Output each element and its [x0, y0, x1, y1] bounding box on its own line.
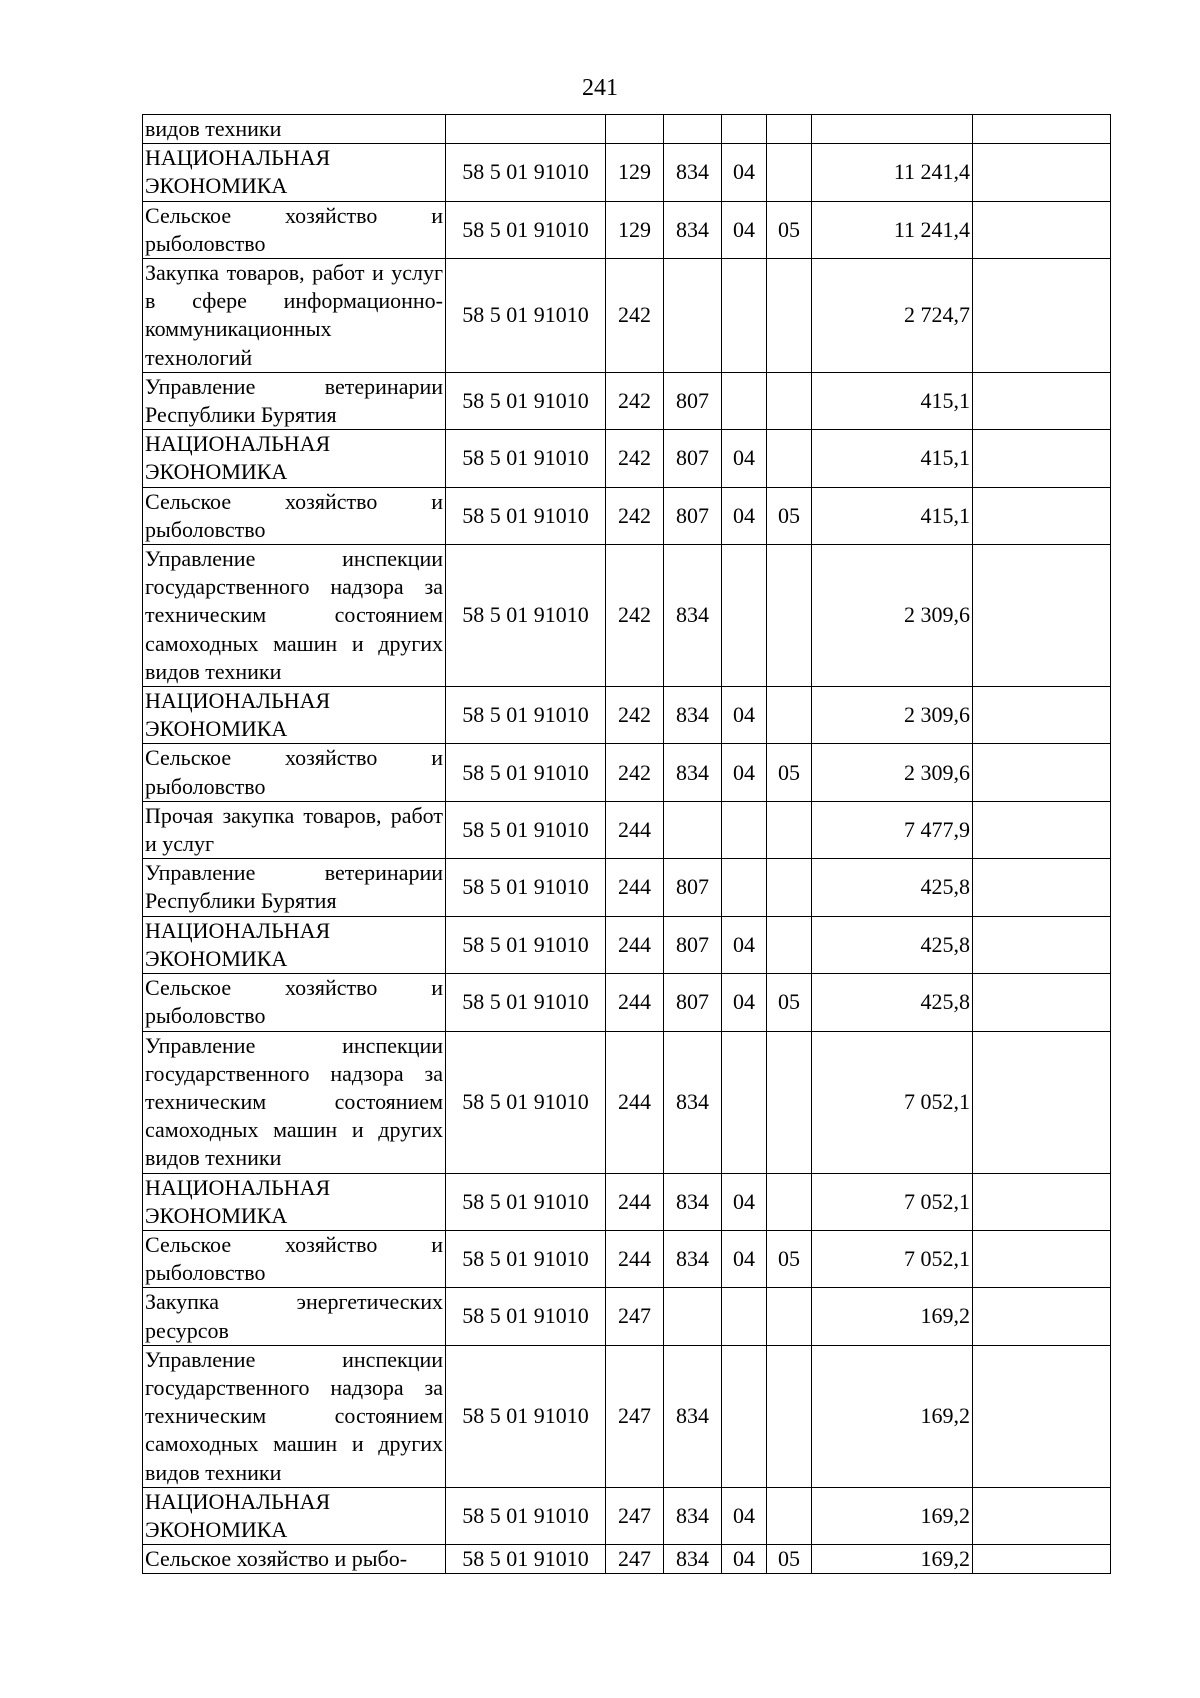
target-article-cell: 58 5 01 91010 — [446, 801, 606, 858]
agency-code-cell: 807 — [664, 487, 722, 544]
table-row — [143, 487, 1111, 544]
item-name-cell: Прочая закупка товаров, работ и услуг — [143, 801, 446, 858]
subsection-cell: 05 — [767, 974, 812, 1031]
table-row — [143, 1031, 1111, 1173]
item-name-cell: Сельское хозяйство и рыболовство — [143, 1230, 446, 1287]
item-name-cell: Сельское хозяйство и рыболовство — [143, 201, 446, 258]
target-article-cell: 58 5 01 91010 — [446, 144, 606, 201]
item-name-cell: Закупка товаров, работ и услуг в сфере информационно-коммуникационных технологий — [143, 259, 446, 373]
target-article-cell: 58 5 01 91010 — [446, 1230, 606, 1287]
item-name-cell: НАЦИОНАЛЬНАЯ ЭКОНОМИКА — [143, 1173, 446, 1230]
amount-cell: 169,2 — [812, 1288, 973, 1345]
target-article-cell: 58 5 01 91010 — [446, 1487, 606, 1544]
item-name-cell: Сельское хозяйство и рыбо- — [143, 1545, 446, 1574]
amount-cell: 415,1 — [812, 487, 973, 544]
section-cell: 04 — [722, 487, 767, 544]
table-row — [143, 1345, 1111, 1487]
table-row — [143, 687, 1111, 744]
target-article-cell: 58 5 01 91010 — [446, 974, 606, 1031]
expense-type-cell: 247 — [606, 1487, 664, 1544]
table-row — [143, 144, 1111, 201]
amount-cell: 2 724,7 — [812, 259, 973, 373]
agency-code-cell: 834 — [664, 1345, 722, 1487]
expense-type-cell: 242 — [606, 430, 664, 487]
amount-cell: 7 052,1 — [812, 1230, 973, 1287]
expense-type-cell: 244 — [606, 974, 664, 1031]
target-article-cell: 58 5 01 91010 — [446, 1288, 606, 1345]
agency-code-cell: 834 — [664, 1173, 722, 1230]
target-article-cell: 58 5 01 91010 — [446, 430, 606, 487]
section-cell: 04 — [722, 144, 767, 201]
expense-type-cell: 247 — [606, 1288, 664, 1345]
amount-cell: 2 309,6 — [812, 545, 973, 687]
expense-type-cell: 247 — [606, 1345, 664, 1487]
amount-cell: 425,8 — [812, 859, 973, 916]
extra-cell — [973, 916, 1111, 973]
extra-cell — [973, 545, 1111, 687]
extra-cell — [973, 1545, 1111, 1574]
table-row — [143, 744, 1111, 801]
section-cell — [722, 859, 767, 916]
target-article-cell: 58 5 01 91010 — [446, 1031, 606, 1173]
target-article-cell — [446, 115, 606, 144]
amount-cell: 169,2 — [812, 1545, 973, 1574]
amount-cell: 169,2 — [812, 1487, 973, 1544]
amount-cell: 11 241,4 — [812, 144, 973, 201]
agency-code-cell — [664, 115, 722, 144]
table-body — [143, 115, 1111, 1574]
expense-type-cell: 242 — [606, 259, 664, 373]
amount-cell: 11 241,4 — [812, 201, 973, 258]
amount-cell: 7 052,1 — [812, 1173, 973, 1230]
agency-code-cell: 807 — [664, 430, 722, 487]
expense-type-cell: 244 — [606, 801, 664, 858]
expense-type-cell: 244 — [606, 916, 664, 973]
item-name-cell: Управление инспекции государственного надзора за техническим состоянием самоходных машин и других видов техники — [143, 1345, 446, 1487]
subsection-cell — [767, 859, 812, 916]
expense-type-cell: 129 — [606, 144, 664, 201]
table-row — [143, 430, 1111, 487]
extra-cell — [973, 1288, 1111, 1345]
extra-cell — [973, 144, 1111, 201]
subsection-cell — [767, 430, 812, 487]
extra-cell — [973, 801, 1111, 858]
subsection-cell — [767, 545, 812, 687]
subsection-cell — [767, 372, 812, 429]
section-cell — [722, 801, 767, 858]
expense-type-cell: 242 — [606, 487, 664, 544]
section-cell — [722, 1345, 767, 1487]
amount-cell: 425,8 — [812, 974, 973, 1031]
subsection-cell — [767, 1487, 812, 1544]
section-cell: 04 — [722, 916, 767, 973]
table-row — [143, 259, 1111, 373]
extra-cell — [973, 1230, 1111, 1287]
extra-cell — [973, 1031, 1111, 1173]
amount-cell: 7 477,9 — [812, 801, 973, 858]
target-article-cell: 58 5 01 91010 — [446, 487, 606, 544]
section-cell: 04 — [722, 974, 767, 1031]
page-number: 241 — [582, 75, 618, 101]
table-row — [143, 916, 1111, 973]
extra-cell — [973, 687, 1111, 744]
agency-code-cell: 834 — [664, 201, 722, 258]
expense-type-cell — [606, 115, 664, 144]
item-name-cell: Сельское хозяйство и рыболовство — [143, 744, 446, 801]
target-article-cell: 58 5 01 91010 — [446, 744, 606, 801]
extra-cell — [973, 487, 1111, 544]
subsection-cell: 05 — [767, 1545, 812, 1574]
expense-type-cell: 242 — [606, 744, 664, 801]
amount-cell: 415,1 — [812, 372, 973, 429]
extra-cell — [973, 1487, 1111, 1544]
subsection-cell — [767, 916, 812, 973]
agency-code-cell: 807 — [664, 859, 722, 916]
section-cell: 04 — [722, 1545, 767, 1574]
item-name-cell: НАЦИОНАЛЬНАЯ ЭКОНОМИКА — [143, 430, 446, 487]
table-row — [143, 115, 1111, 144]
extra-cell — [973, 974, 1111, 1031]
subsection-cell — [767, 144, 812, 201]
section-cell — [722, 1031, 767, 1173]
subsection-cell: 05 — [767, 744, 812, 801]
target-article-cell: 58 5 01 91010 — [446, 259, 606, 373]
section-cell: 04 — [722, 1173, 767, 1230]
target-article-cell: 58 5 01 91010 — [446, 372, 606, 429]
item-name-cell: НАЦИОНАЛЬНАЯ ЭКОНОМИКА — [143, 916, 446, 973]
section-cell: 04 — [722, 430, 767, 487]
item-name-cell: Управление инспекции государственного надзора за техническим состоянием самоходных машин и других видов техники — [143, 545, 446, 687]
target-article-cell: 58 5 01 91010 — [446, 201, 606, 258]
section-cell: 04 — [722, 1230, 767, 1287]
subsection-cell: 05 — [767, 487, 812, 544]
subsection-cell — [767, 687, 812, 744]
extra-cell — [973, 115, 1111, 144]
extra-cell — [973, 859, 1111, 916]
extra-cell — [973, 201, 1111, 258]
expense-type-cell: 244 — [606, 1173, 664, 1230]
expense-type-cell: 244 — [606, 859, 664, 916]
amount-cell: 2 309,6 — [812, 687, 973, 744]
table-row — [143, 974, 1111, 1031]
section-cell: 04 — [722, 201, 767, 258]
agency-code-cell — [664, 259, 722, 373]
agency-code-cell — [664, 801, 722, 858]
agency-code-cell: 834 — [664, 1031, 722, 1173]
section-cell — [722, 545, 767, 687]
table-row — [143, 859, 1111, 916]
amount-cell: 425,8 — [812, 916, 973, 973]
target-article-cell: 58 5 01 91010 — [446, 859, 606, 916]
item-name-cell: Управление ветеринарии Республики Бурятия — [143, 859, 446, 916]
table-row — [143, 1173, 1111, 1230]
extra-cell — [973, 259, 1111, 373]
section-cell — [722, 372, 767, 429]
subsection-cell: 05 — [767, 1230, 812, 1287]
item-name-cell: НАЦИОНАЛЬНАЯ ЭКОНОМИКА — [143, 144, 446, 201]
expense-type-cell: 242 — [606, 545, 664, 687]
target-article-cell: 58 5 01 91010 — [446, 687, 606, 744]
agency-code-cell: 834 — [664, 545, 722, 687]
section-cell: 04 — [722, 687, 767, 744]
expense-type-cell: 244 — [606, 1031, 664, 1173]
section-cell — [722, 259, 767, 373]
subsection-cell — [767, 115, 812, 144]
item-name-cell: НАЦИОНАЛЬНАЯ ЭКОНОМИКА — [143, 687, 446, 744]
table-row — [143, 372, 1111, 429]
item-name-cell: Закупка энергетических ресурсов — [143, 1288, 446, 1345]
item-name-cell: видов техники — [143, 115, 446, 144]
expense-type-cell: 242 — [606, 372, 664, 429]
section-cell — [722, 115, 767, 144]
table-row — [143, 1288, 1111, 1345]
expense-type-cell: 244 — [606, 1230, 664, 1287]
section-cell — [722, 1288, 767, 1345]
item-name-cell: НАЦИОНАЛЬНАЯ ЭКОНОМИКА — [143, 1487, 446, 1544]
agency-code-cell: 834 — [664, 687, 722, 744]
agency-code-cell — [664, 1288, 722, 1345]
section-cell: 04 — [722, 1487, 767, 1544]
subsection-cell — [767, 1173, 812, 1230]
item-name-cell: Управление ветеринарии Республики Бурятия — [143, 372, 446, 429]
table-row — [143, 201, 1111, 258]
subsection-cell — [767, 1345, 812, 1487]
agency-code-cell: 834 — [664, 1487, 722, 1544]
budget-table — [142, 114, 1111, 1574]
subsection-cell — [767, 1031, 812, 1173]
target-article-cell: 58 5 01 91010 — [446, 1345, 606, 1487]
amount-cell: 7 052,1 — [812, 1031, 973, 1173]
agency-code-cell: 834 — [664, 1545, 722, 1574]
table-row — [143, 1230, 1111, 1287]
amount-cell: 169,2 — [812, 1345, 973, 1487]
extra-cell — [973, 430, 1111, 487]
agency-code-cell: 834 — [664, 1230, 722, 1287]
amount-cell: 2 309,6 — [812, 744, 973, 801]
expense-type-cell: 247 — [606, 1545, 664, 1574]
agency-code-cell: 807 — [664, 916, 722, 973]
agency-code-cell: 834 — [664, 144, 722, 201]
item-name-cell: Сельское хозяйство и рыболовство — [143, 974, 446, 1031]
target-article-cell: 58 5 01 91010 — [446, 545, 606, 687]
agency-code-cell: 807 — [664, 974, 722, 1031]
subsection-cell: 05 — [767, 201, 812, 258]
expense-type-cell: 129 — [606, 201, 664, 258]
extra-cell — [973, 372, 1111, 429]
extra-cell — [973, 1345, 1111, 1487]
section-cell: 04 — [722, 744, 767, 801]
item-name-cell: Сельское хозяйство и рыболовство — [143, 487, 446, 544]
table-row — [143, 1487, 1111, 1544]
agency-code-cell: 807 — [664, 372, 722, 429]
extra-cell — [973, 1173, 1111, 1230]
expense-type-cell: 242 — [606, 687, 664, 744]
table-row — [143, 545, 1111, 687]
subsection-cell — [767, 259, 812, 373]
agency-code-cell: 834 — [664, 744, 722, 801]
subsection-cell — [767, 801, 812, 858]
target-article-cell: 58 5 01 91010 — [446, 1173, 606, 1230]
target-article-cell: 58 5 01 91010 — [446, 916, 606, 973]
amount-cell: 415,1 — [812, 430, 973, 487]
table-row — [143, 1545, 1111, 1574]
item-name-cell: Управление инспекции государственного надзора за техническим состоянием самоходных машин и других видов техники — [143, 1031, 446, 1173]
table-row — [143, 801, 1111, 858]
target-article-cell: 58 5 01 91010 — [446, 1545, 606, 1574]
extra-cell — [973, 744, 1111, 801]
amount-cell — [812, 115, 973, 144]
subsection-cell — [767, 1288, 812, 1345]
